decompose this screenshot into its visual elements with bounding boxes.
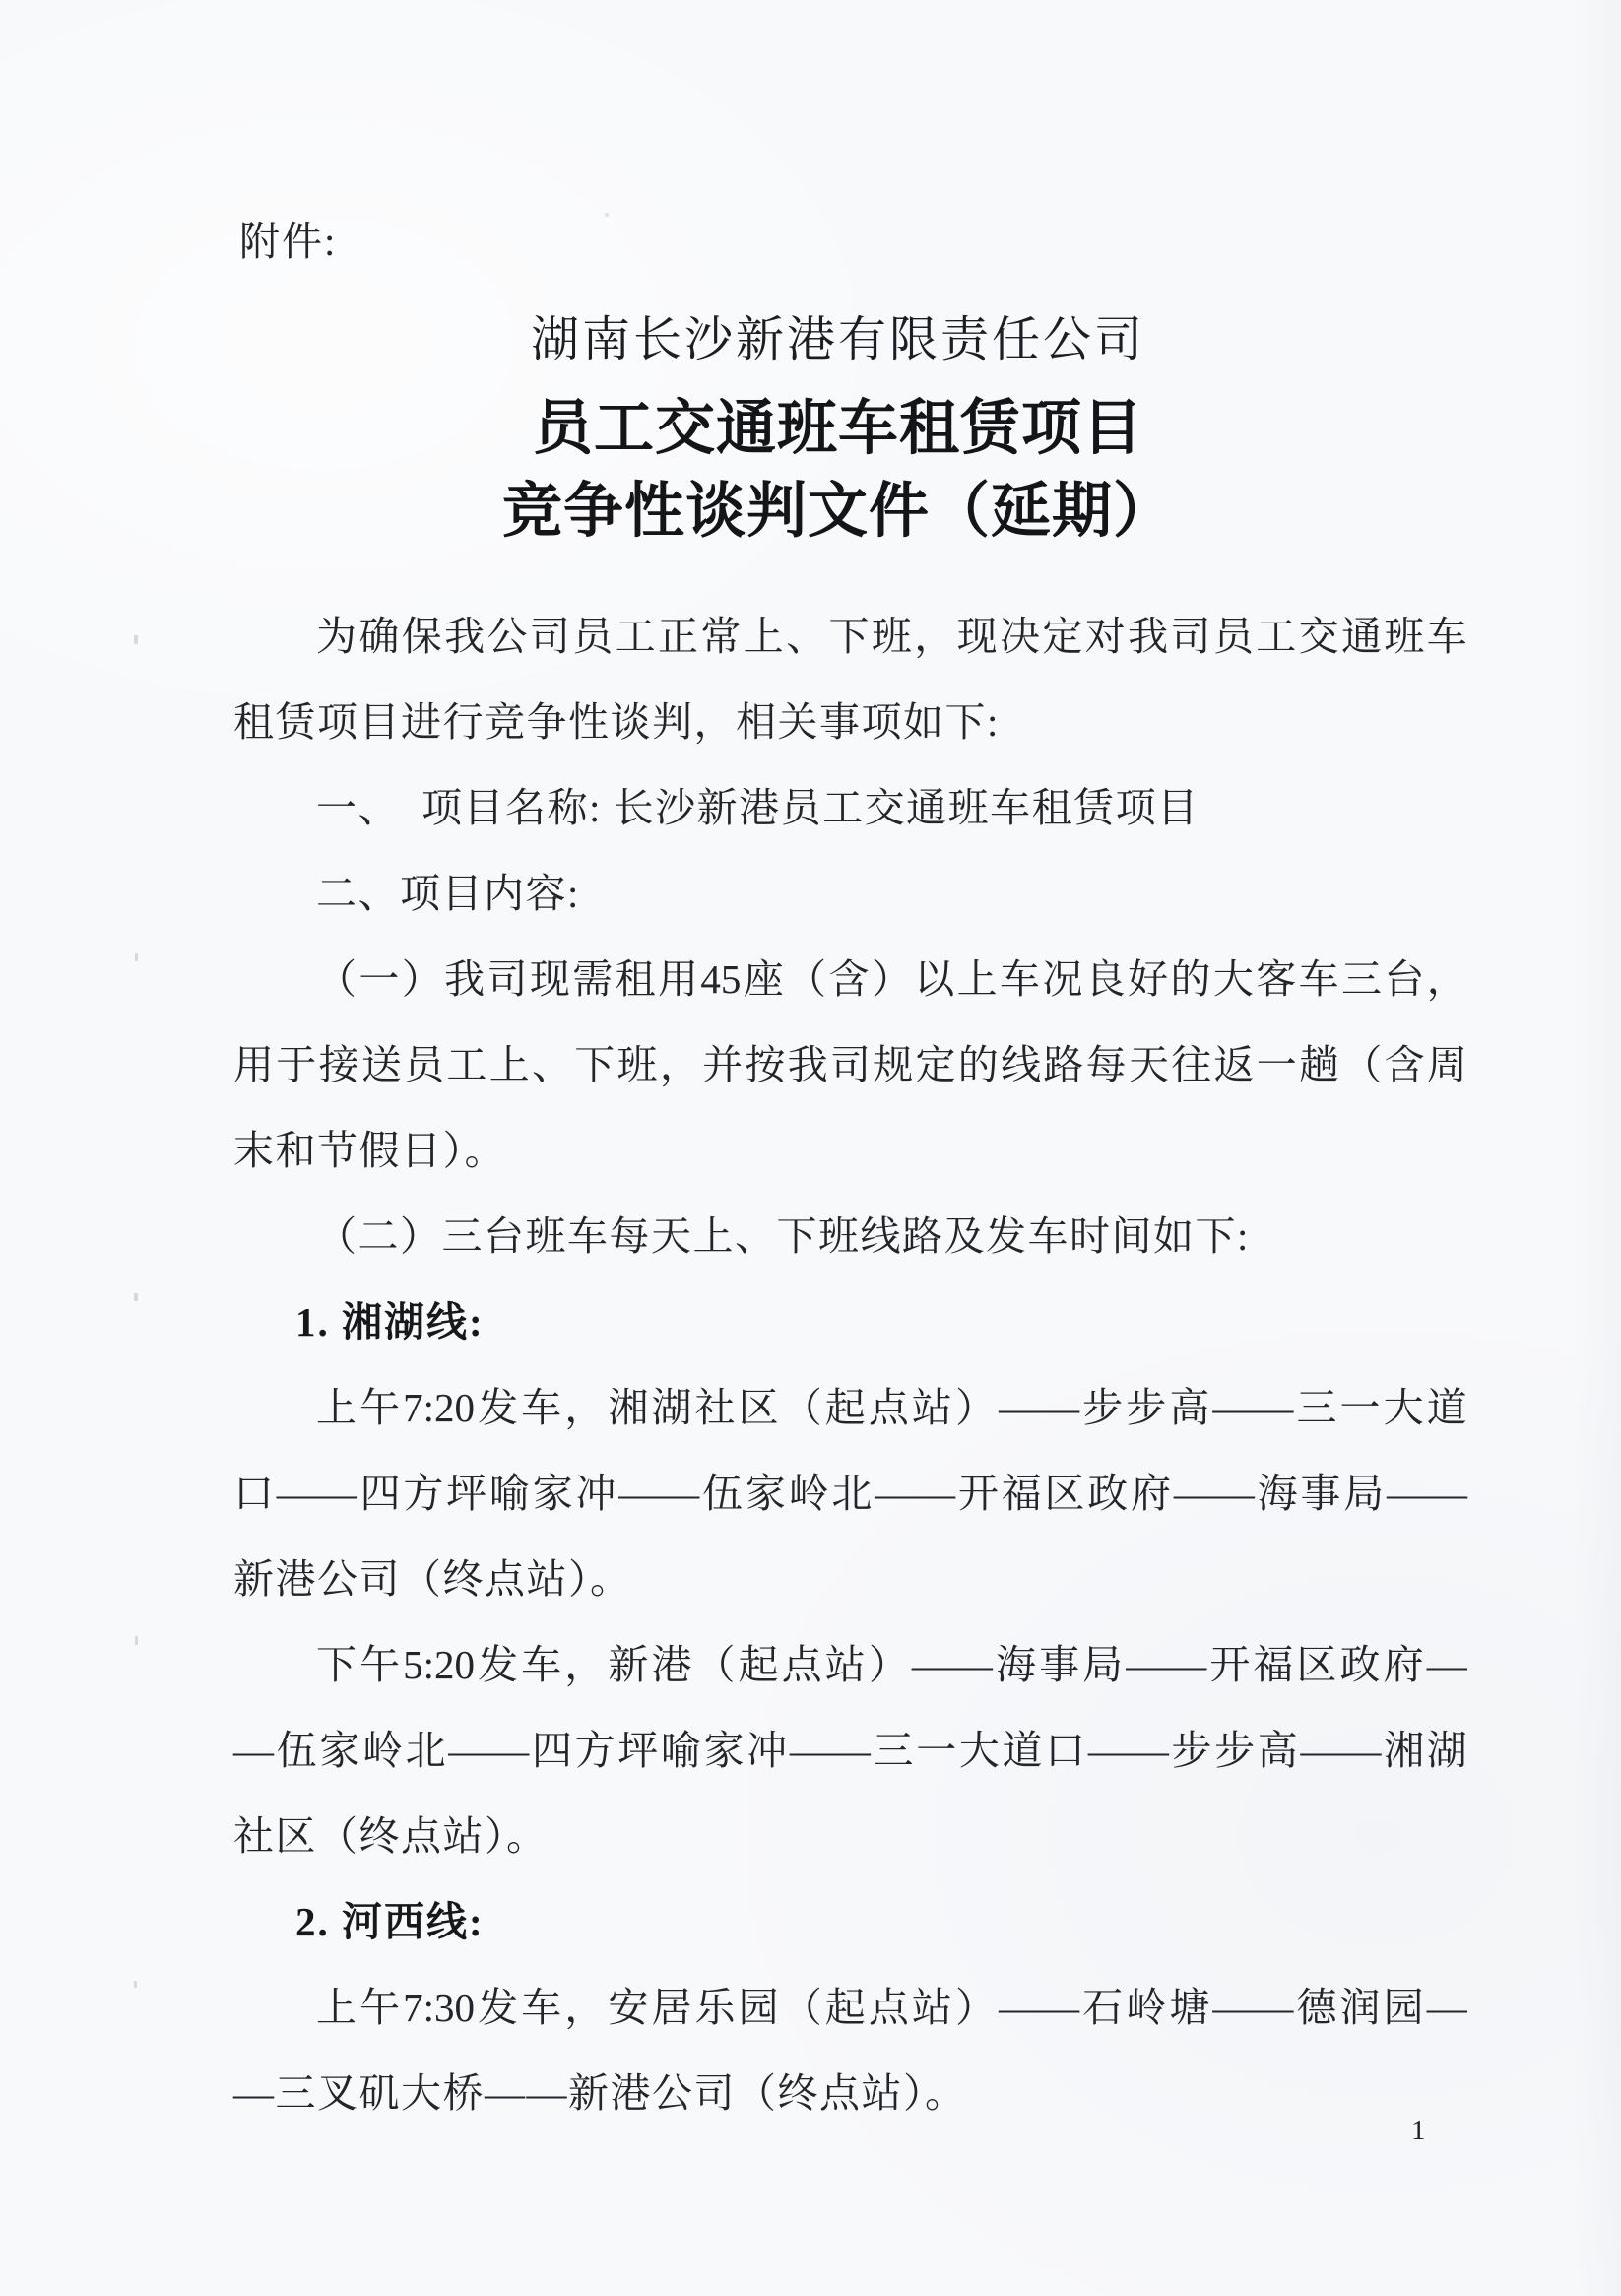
- text-line: 租赁项目进行竞争性谈判，相关事项如下:: [233, 699, 1000, 745]
- text-line: 用 于 接 送 员 工 上 、 下 班 ， 并 按 我 司 规 定 的 线 路 每 天 往 返 一 趟 （ 含 周: [233, 1042, 1467, 1087]
- text-line: （ 一 ） 我 司 现 需 租 用 45 座 （ 含 ） 以 上 车 况 良 好 的 大 客 车 三 台 ，: [316, 956, 1467, 1002]
- text-line: 新港公司（终点站）。: [233, 1556, 632, 1602]
- text-line: —三叉矶大桥——新港公司（终点站）。: [233, 2070, 967, 2116]
- title-document-type: 竞争性谈判文件（延期）: [501, 479, 1174, 545]
- scan-speck: [605, 213, 609, 217]
- page-number: 1: [1411, 2115, 1426, 2146]
- scan-speck: [134, 1981, 137, 1988]
- text-line: 社区（终点站）。: [233, 1813, 549, 1859]
- text-line: （二）三台班车每天上、下班线路及发车时间如下:: [316, 1214, 1250, 1259]
- text-line: 为 确 保 我 公 司 员 工 正 常 上 、 下 班 ， 现 决 定 对 我 司 员 工 交 通 班 车: [316, 614, 1467, 659]
- attachment-label: 附件:: [239, 219, 338, 264]
- text-line: 二、项目内容:: [316, 871, 580, 916]
- text-line: — 伍 家 岭 北 —— 四 方 坪 喻 家 冲 —— 三 一 大 道 口 —— 步 步 高 —— 湘 湖: [233, 1728, 1467, 1773]
- scan-speck: [134, 1293, 138, 1301]
- text-line: 口 —— 四 方 坪 喻 家 冲 —— 伍 家 岭 北 —— 开 福 区 政 府 —— 海 事 局 ——: [233, 1471, 1467, 1516]
- text-line: 一、 项目名称: 长沙新港员工交通班车租赁项目: [316, 785, 1200, 830]
- text-line: 末和节假日）。: [233, 1128, 506, 1173]
- title-company-name: 湖南长沙新港有限责任公司: [530, 312, 1145, 366]
- text-line: 上 午 7:30 发 车 ， 安 居 乐 园 （ 起 点 站 ） —— 石 岭 塘 —— 德 润 园 —: [316, 1985, 1467, 2030]
- scan-speck: [134, 635, 138, 644]
- title-project-name: 员工交通班车租赁项目: [532, 396, 1143, 462]
- text-line: 下 午 5:20 发 车 ， 新 港 （ 起 点 站 ） —— 海 事 局 —— 开 福 区 政 府 —: [316, 1642, 1467, 1687]
- text-line: 2. 河西线:: [295, 1899, 485, 1944]
- scan-speck: [135, 953, 138, 961]
- scan-speck: [135, 1636, 138, 1645]
- text-line: 1. 湘湖线:: [295, 1299, 485, 1345]
- text-line: 上 午 7:20 发 车 ， 湘 湖 社 区 （ 起 点 站 ） —— 步 步 高 —— 三 一 大 道: [316, 1385, 1467, 1430]
